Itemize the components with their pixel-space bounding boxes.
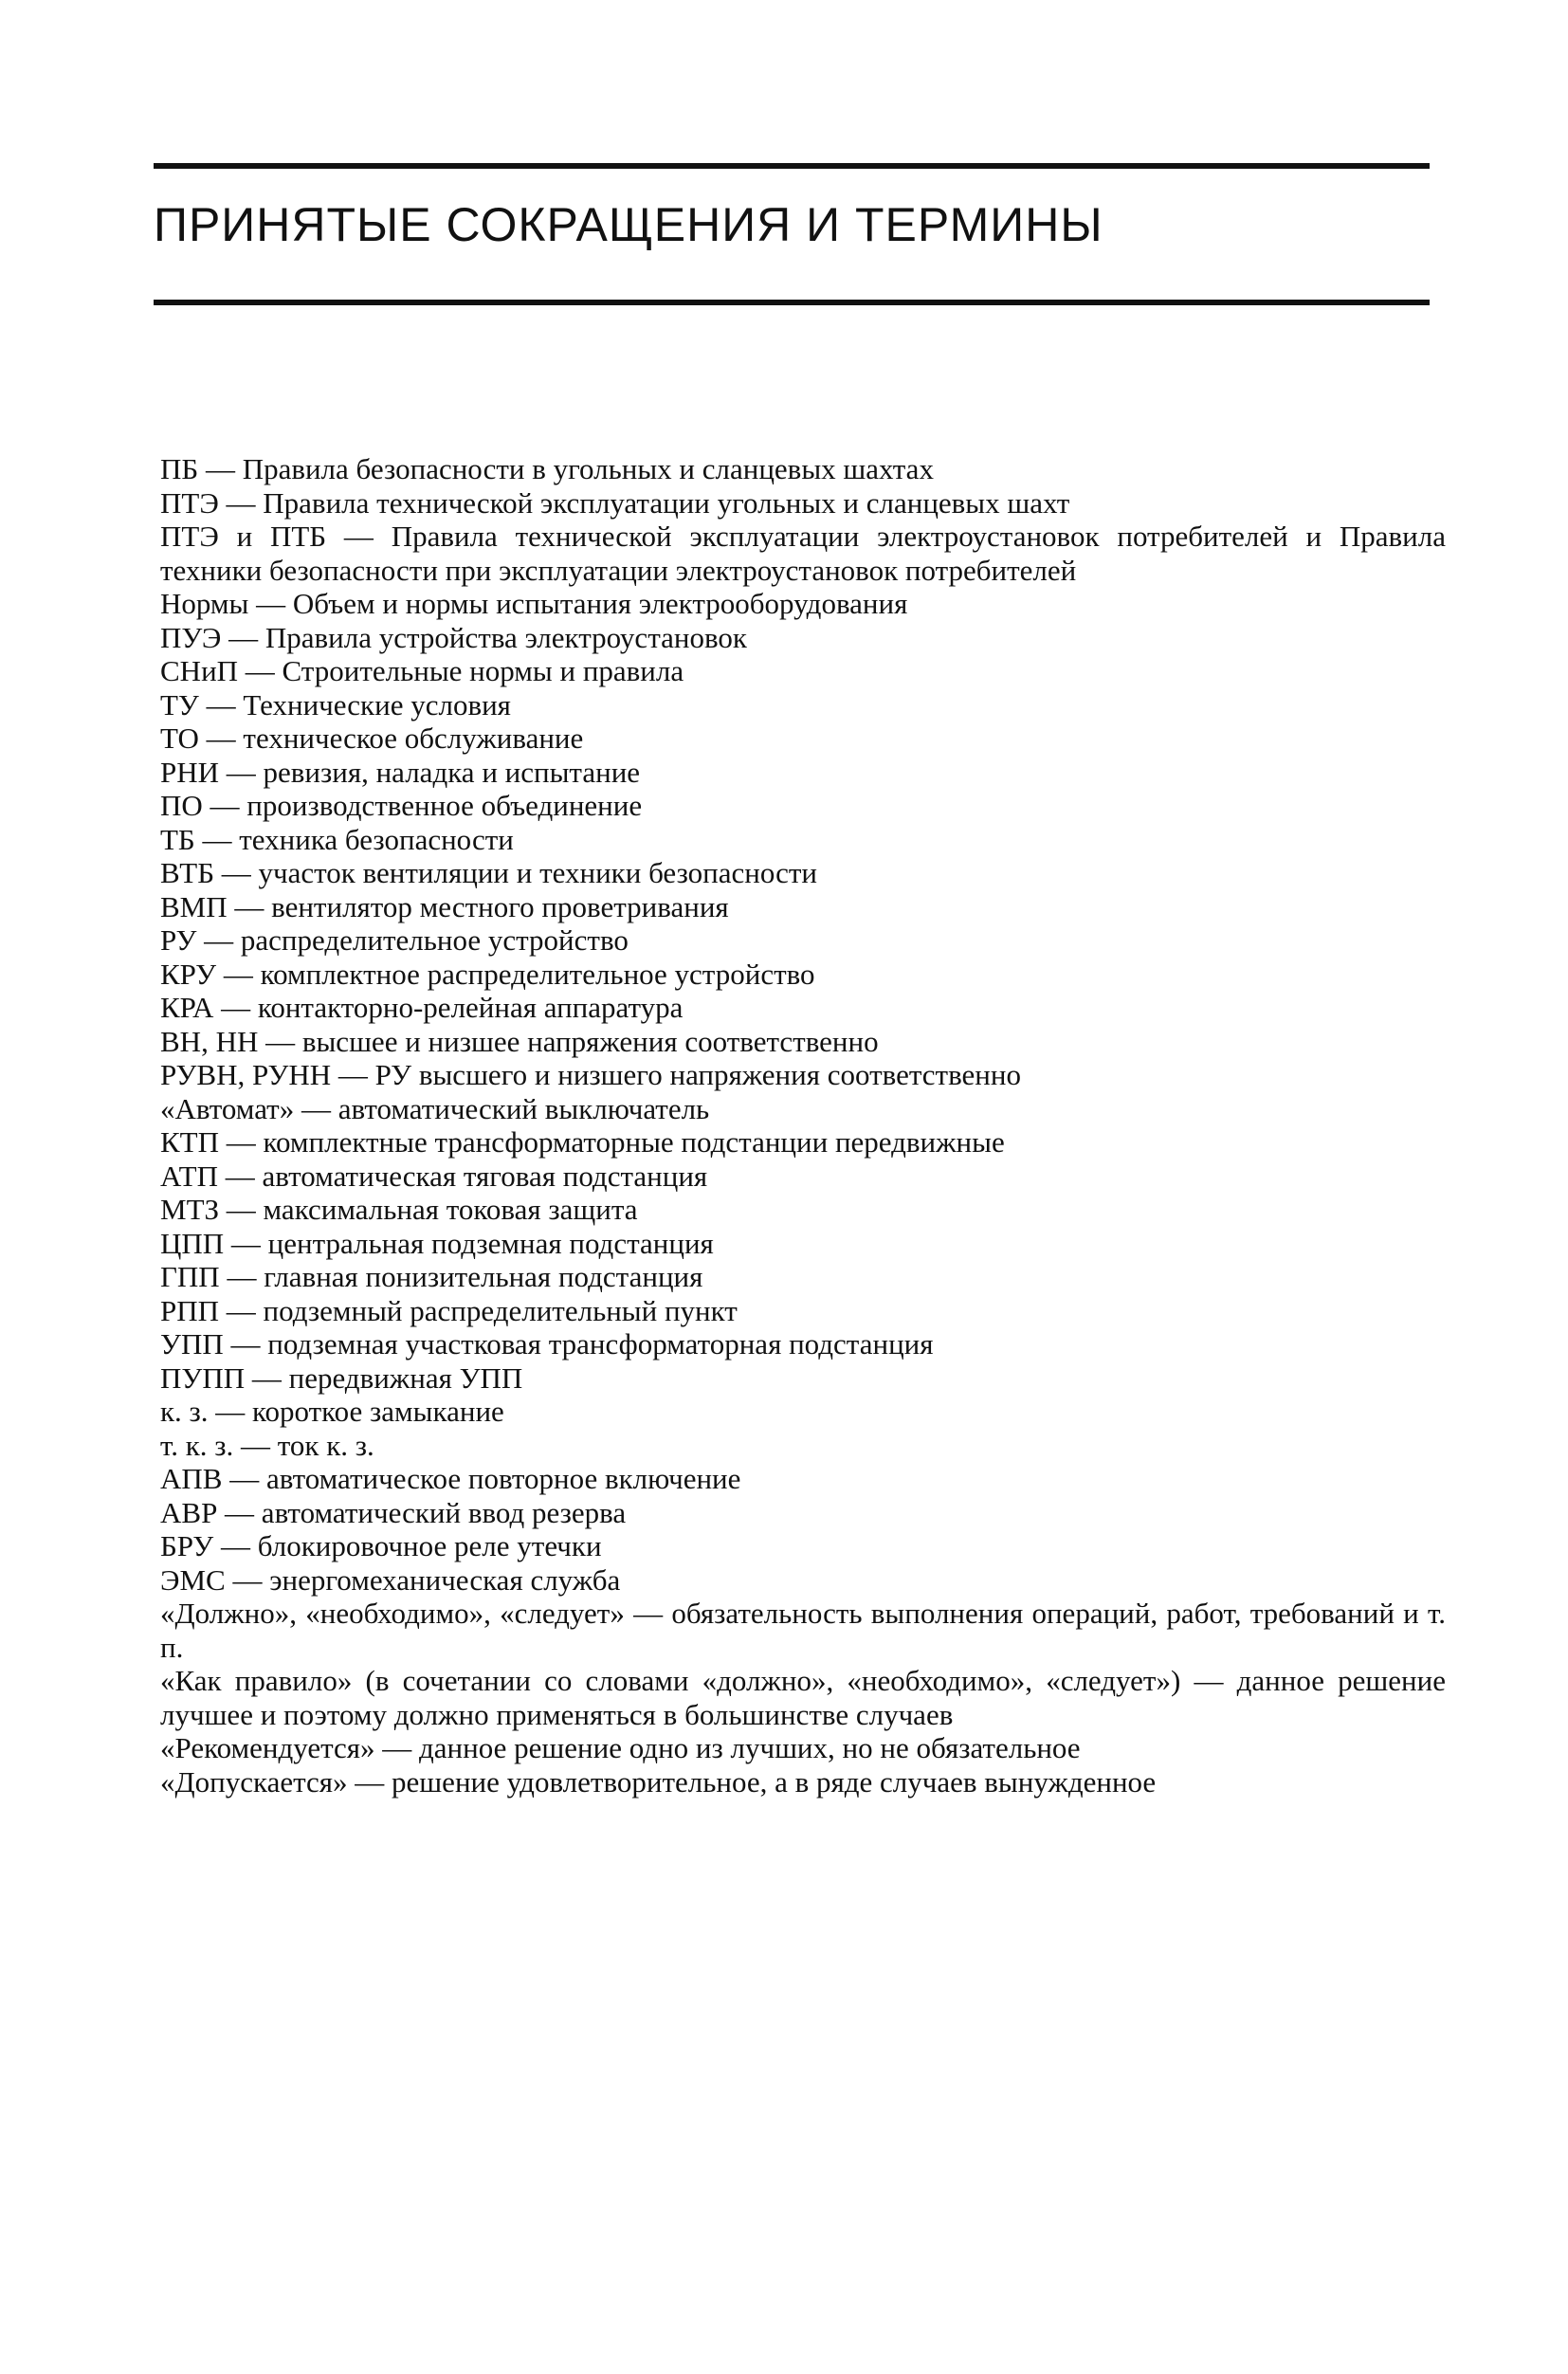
term-to: ТО — техническое обслуживание (160, 721, 584, 755)
term-pte: ПТЭ — Правила технической эксплуатации угольных и сланцевых шахт (160, 485, 1070, 520)
term-vn-nn: ВН, НН — высшее и низшее напряжения соответственно (160, 1024, 879, 1058)
term-avr: АВР — автоматический ввод резерва (160, 1495, 627, 1529)
term-avtomat: «Автомат» — автоматический выключатель (160, 1091, 710, 1125)
term-snip: СНиП — Строительные нормы и правила (160, 654, 684, 687)
term-pb: ПБ — Правила безопасности в угольных и сланцевых шахтах (160, 452, 934, 485)
term-gpp: ГПП — главная понизительная подстанция (160, 1260, 703, 1293)
term-dopuskaetsya: «Допускается» — решение удовлетворительное, а в ряде случаев вынужденное (160, 1764, 1157, 1799)
term-mtz: МТЗ — максимальная токовая защита (160, 1193, 638, 1226)
heading-top-rule (154, 163, 1430, 169)
term-pupp: ПУПП — передвижная УПП (160, 1360, 523, 1395)
page-title: ПРИНЯТЫЕ СОКРАЩЕНИЯ И ТЕРМИНЫ (154, 198, 1103, 251)
term-rpp: РПП — подземный распределительный пункт (160, 1293, 738, 1327)
term-ktp: КТП — комплектные трансформаторные подстанции передвижные (160, 1125, 1005, 1159)
term-kak-pravilo: «Как правило» (в сочетании со словами «должно», «необходимо», «следует») — данное решение лучшее и поэтому должно применяться в большинстве случаев (160, 1664, 1446, 1731)
term-atp: АТП — автоматическая тяговая подстанция (160, 1159, 708, 1193)
term-apv: АПВ — автоматическое повторное включение (160, 1462, 741, 1495)
heading-bottom-rule (154, 300, 1430, 305)
term-tspp: ЦПП — центральная подземная подстанция (160, 1226, 714, 1260)
term-ems: ЭМС — энергомеханическая служба (160, 1562, 621, 1597)
term-vmp: ВМП — вентилятор местного проветривания (160, 889, 729, 923)
term-tb: ТБ — техника безопасности (160, 822, 514, 856)
term-ru: РУ — распределительное устройство (160, 923, 629, 957)
term-pue: ПУЭ — Правила устройства электроустановок (160, 620, 747, 654)
term-kz: к. з. — короткое замыкание (160, 1395, 504, 1428)
term-rni: РНИ — ревизия, наладка и испытание (160, 755, 641, 789)
abbreviations-list (160, 452, 1446, 1799)
term-rekomenduetsya: «Рекомендуется» — данное решение одно из лучших, но не обязательное (160, 1731, 1081, 1764)
term-upp: УПП — подземная участковая трансформаторная подстанция (160, 1327, 934, 1360)
term-vtb: ВТБ — участок вентиляции и техники безопасности (160, 856, 818, 889)
term-ruvn-runn: РУВН, РУНН — РУ высшего и низшего напряжения соответственно (160, 1058, 1021, 1091)
term-po: ПО — производственное объединение (160, 789, 643, 822)
term-tu: ТУ — Технические условия (160, 687, 511, 721)
term-tkz: т. к. з. — ток к. з. (160, 1428, 374, 1462)
term-normy: Нормы — Объем и нормы испытания электрооборудования (160, 587, 908, 620)
term-bru: БРУ — блокировочное реле утечки (160, 1529, 602, 1562)
term-dolzhno: «Должно», «необходимо», «следует» — обязательность выполнения операций, работ, требований и т. п. (160, 1597, 1446, 1664)
term-kru: КРУ — комплектное распределительное устройство (160, 957, 815, 991)
term-kra: КРА — контакторно-релейная аппаратура (160, 991, 684, 1024)
term-pte-ptb: ПТЭ и ПТБ — Правила технической эксплуатации электроустановок потребителей и Правила техники безопасности при эксплуатации электроустановок потребителей (160, 520, 1446, 587)
